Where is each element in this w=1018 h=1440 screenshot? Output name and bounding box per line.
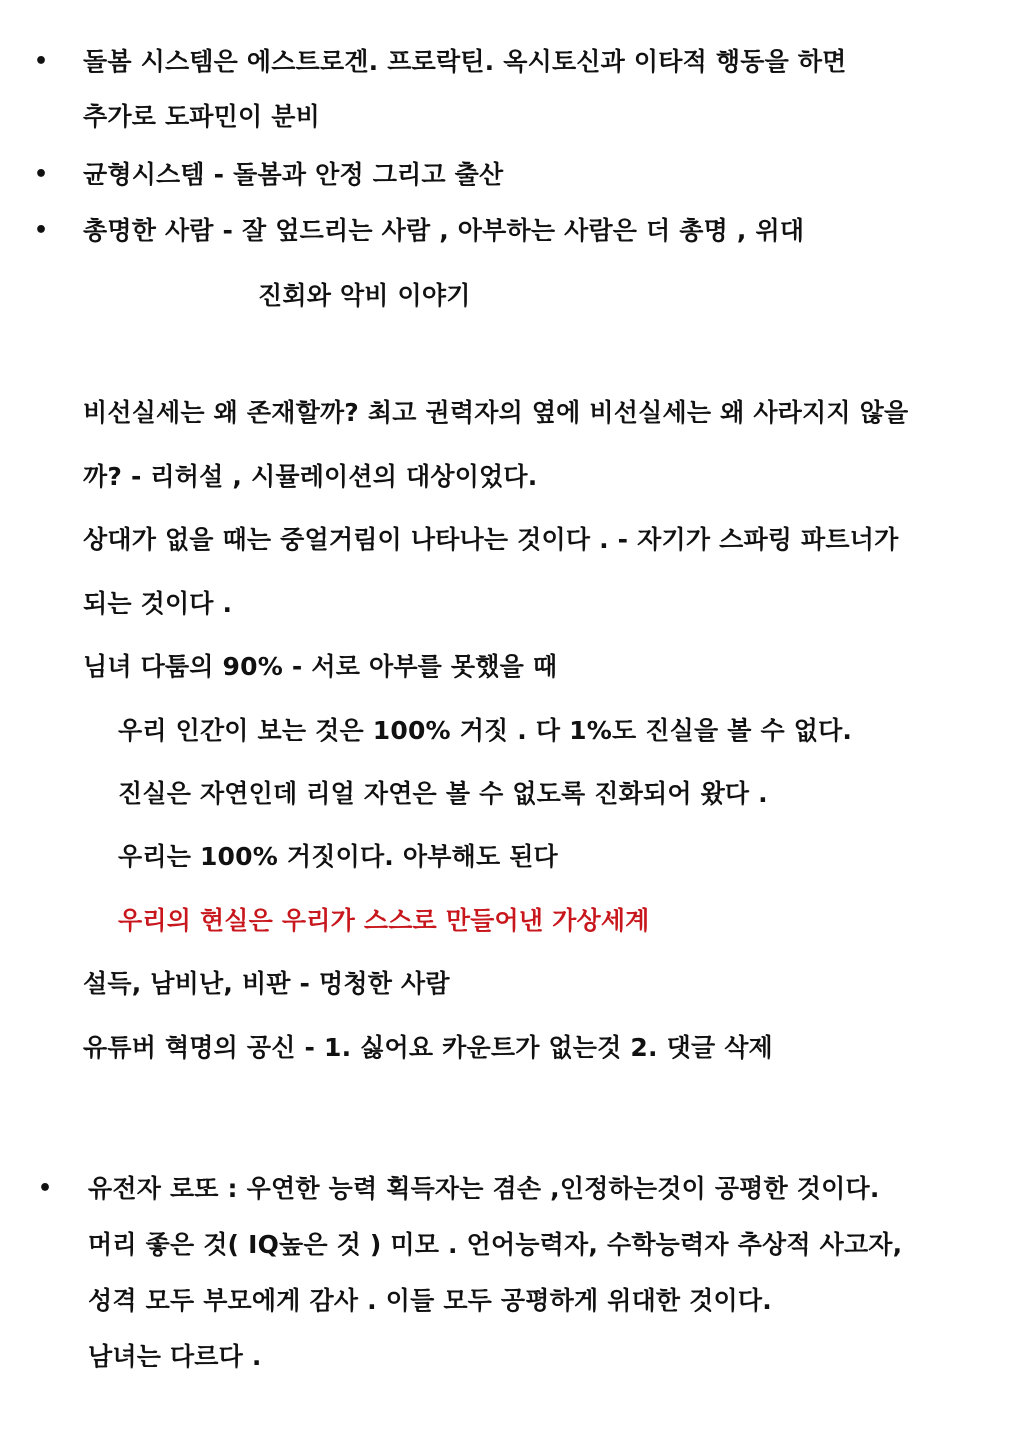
highlighted-red-line: 우리의 현실은 우리가 스스로 만들어낸 가상세계 (118, 906, 650, 935)
bullet-1-line-2: 추가로 도파민이 분비 (83, 102, 320, 131)
paragraph-4: 설득, 남비난, 비판 - 멍청한 사람 (83, 969, 450, 998)
paragraph-3: 님녀 다툼의 90% - 서로 아부를 못했을 때 (83, 652, 558, 681)
bullet-dot: • (34, 162, 49, 187)
bullet-dot: • (34, 49, 49, 74)
bullet-4-line-1: 유전자 로또 : 우연한 능력 획득자는 겸손 ,인정하는것이 공평한 것이다. (88, 1174, 880, 1203)
indented-line-2: 진실은 자연인데 리얼 자연은 볼 수 없도록 진화되어 왔다 . (118, 779, 768, 808)
paragraph-1-line-1: 비선실세는 왜 존재할까? 최고 권력자의 옆에 비선실세는 왜 사라지지 않을 (83, 398, 909, 427)
bullet-3-subtitle: 진회와 악비 이야기 (258, 281, 471, 310)
paragraph-1-line-2: 까? - 리허설 , 시뮬레이션의 대상이었다. (83, 462, 538, 491)
bullet-4-line-2: 머리 좋은 것( IQ높은 것 ) 미모 . 언어능력자, 수학능력자 추상적 사고자, (88, 1230, 903, 1259)
indented-line-3: 우리는 100% 거짓이다. 아부해도 된다 (118, 842, 558, 871)
bullet-3-text: 총명한 사람 - 잘 엎드리는 사람 , 아부하는 사람은 더 총명 , 위대 (83, 216, 805, 245)
bullet-2-text: 균형시스템 - 돌봄과 안정 그리고 출산 (83, 160, 504, 189)
paragraph-2-line-1: 상대가 없을 때는 중얼거림이 나타나는 것이다 . - 자기가 스파링 파트너가 (83, 525, 899, 554)
bullet-4-line-4: 남녀는 다르다 . (88, 1342, 262, 1371)
bullet-4-line-3: 성격 모두 부모에게 감사 . 이들 모두 공평하게 위대한 것이다. (88, 1286, 772, 1315)
indented-line-1: 우리 인간이 보는 것은 100% 거짓 . 다 1%도 진실을 볼 수 없다. (118, 716, 853, 745)
bullet-1-line-1: 돌봄 시스템은 에스트로겐. 프로락틴. 옥시토신과 이타적 행동을 하면 (83, 47, 847, 76)
bullet-dot: • (34, 218, 49, 243)
paragraph-2-line-2: 되는 것이다 . (83, 589, 233, 618)
bullet-dot: • (38, 1176, 53, 1201)
paragraph-5: 유튜버 혁명의 공신 - 1. 싫어요 카운트가 없는것 2. 댓글 삭제 (83, 1033, 773, 1062)
